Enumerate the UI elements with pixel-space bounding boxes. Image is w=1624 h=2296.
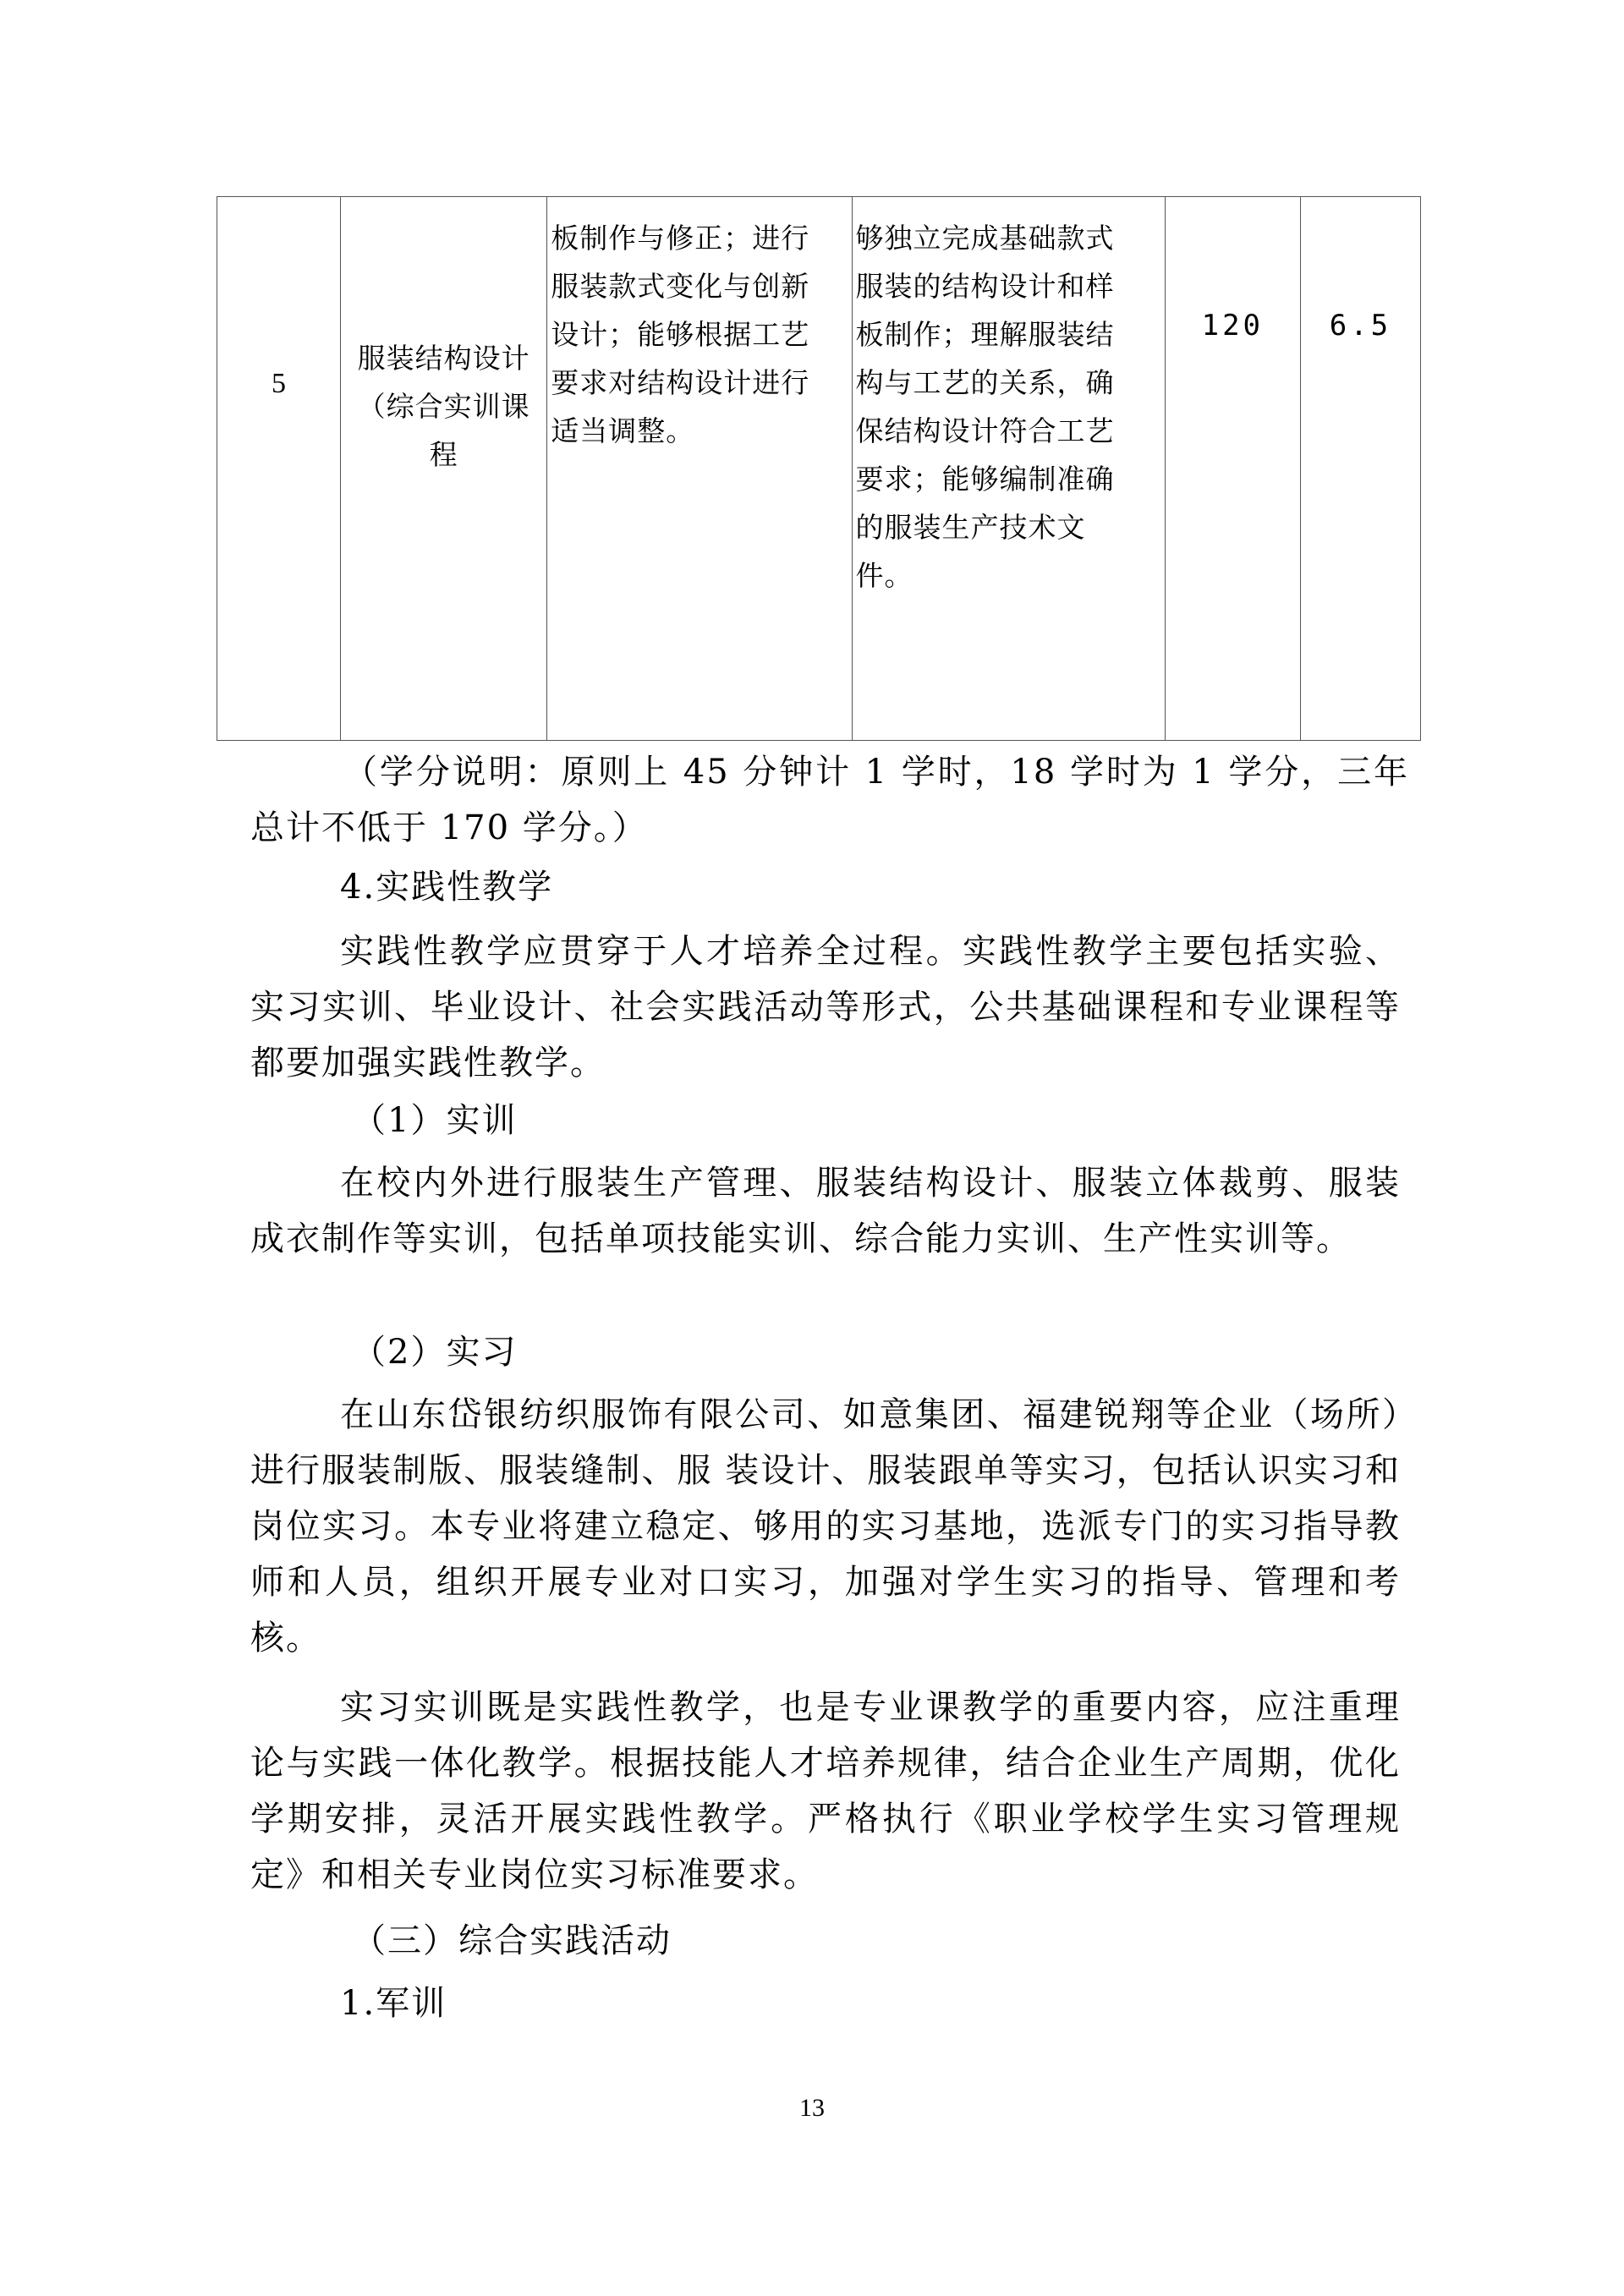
subsection-2-paragraph: 在山东岱银纺织服饰有限公司、如意集团、福建锐翔等企业（场所）进行服装制版、服装缝制、服 装设计、服装跟单等实习，包括认识实习和岗位实习。本专业将建立稳定、够用的实习基地，选派专门的实习指导教师和人员，组织开展专业对口实习，加强对学生实习的指导、管理和考核。 (250, 1395, 1401, 1658)
section-4-title: 4.实践性教学 (340, 868, 554, 907)
course-requirements: 够独立完成基础款式 服装的结构设计和样 板制作；理解服装结 构与工艺的关系，确 保结构设计符合工艺 要求；能够编制准确 的服装生产技术文 件。 (855, 222, 1115, 592)
course-credits-cell (1300, 197, 1420, 741)
course-name-cell (341, 197, 547, 741)
subsection-1-paragraph: 在校内外进行服装生产管理、服装结构设计、服装立体裁剪、服装成衣制作等实训，包括单项技能实训、综合能力实训、生产性实训等。 (250, 1164, 1401, 1258)
course-hours-cell (1165, 197, 1300, 741)
subsection-2-title: （2）实习 (352, 1333, 518, 1372)
course-content-cell (547, 197, 852, 741)
page-number: 13 (799, 2094, 825, 2122)
course-table (217, 196, 1421, 741)
credit-note: （学分说明：原则上 45 分钟计 1 学时，18 学时为 1 学分，三年总计不低于 170 学分。） (250, 753, 1409, 847)
course-hours: 120 (1201, 309, 1265, 342)
table-row (217, 197, 1421, 741)
section-4-paragraph: 实践性教学应贯穿于人才培养全过程。实践性教学主要包括实验、实习实训、毕业设计、社会实践活动等形式，公共基础课程和专业课程等都要加强实践性教学。 (250, 932, 1401, 1082)
row-number-cell (217, 197, 341, 741)
subsection-1-title: （1）实训 (352, 1101, 518, 1140)
course-credits: 6.5 (1329, 309, 1392, 342)
course-content: 板制作与修正；进行 服装款式变化与创新 设计；能够根据工艺 要求对结构设计进行 适当调整。 (551, 222, 810, 447)
item-1-title: 1.军训 (340, 1984, 447, 2023)
practice-paragraph: 实习实训既是实践性教学，也是专业课教学的重要内容，应注重理论与实践一体化教学。根据技能人才培养规律，结合企业生产周期，优化学期安排，灵活开展实践性教学。严格执行《职业学校学生实习管理规定》和相关专业岗位实习标准要求。 (250, 1688, 1401, 1894)
course-name: 服装结构设计 （综合实训课 程 (357, 342, 530, 471)
row-number: 5 (272, 368, 287, 399)
section-3-title: （三）综合实践活动 (352, 1921, 672, 1960)
course-requirements-cell (852, 197, 1165, 741)
